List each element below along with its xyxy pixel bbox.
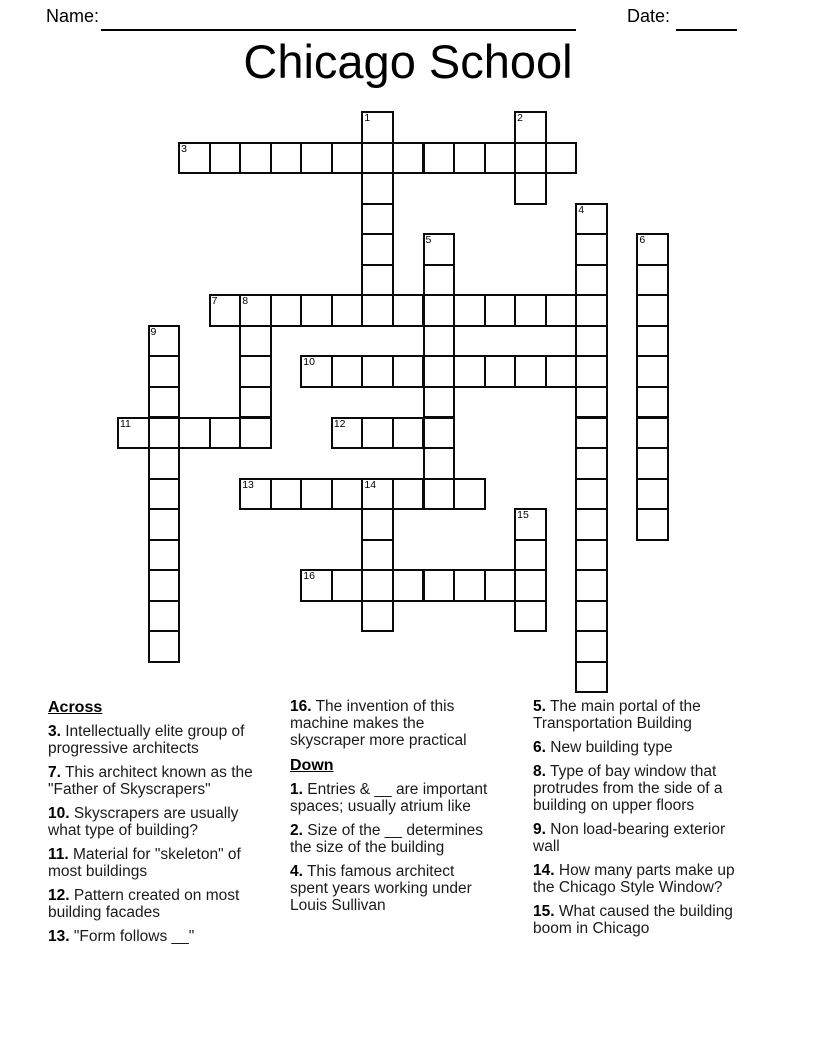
crossword-cell[interactable] [270, 142, 303, 175]
clue-text: What caused the building boom in Chicago [533, 903, 733, 937]
clue-text: The invention of this machine makes the skyscraper more practical [290, 698, 467, 749]
crossword-cell[interactable] [575, 600, 608, 633]
crossword-cell[interactable] [361, 264, 394, 297]
crossword-cell[interactable] [423, 325, 456, 358]
crossword-cell[interactable] [575, 355, 608, 388]
clue-number: 9. [533, 821, 546, 838]
clue-item [48, 887, 260, 921]
crossword-cell[interactable] [575, 417, 608, 450]
cell-number: 14 [364, 478, 377, 491]
crossword-cell[interactable] [636, 417, 669, 450]
crossword-cell[interactable] [453, 569, 486, 602]
crossword-cell[interactable] [636, 355, 669, 388]
crossword-cell[interactable] [575, 661, 608, 694]
clue-item [290, 822, 493, 856]
clue-header-down: Down [290, 757, 334, 774]
clue-number: 6. [533, 739, 546, 756]
name-label: Name: [46, 6, 100, 26]
crossword-cell[interactable] [148, 386, 181, 419]
clue-text: Skyscrapers are usually what type of building? [48, 805, 239, 839]
cell-number: 11 [120, 417, 131, 430]
crossword-cell[interactable] [148, 355, 181, 388]
clue-number: 15. [533, 903, 555, 920]
crossword-cell[interactable] [423, 355, 456, 388]
cell-number: 7 [211, 295, 218, 308]
crossword-cell[interactable] [636, 294, 669, 327]
crossword-cell[interactable] [484, 294, 517, 327]
cell-number: 4 [578, 203, 585, 216]
crossword-cell[interactable] [361, 172, 394, 205]
crossword-cell[interactable] [361, 294, 394, 327]
clue-number: 11. [48, 846, 69, 863]
crossword-cell[interactable] [361, 111, 394, 144]
crossword-cell[interactable] [636, 264, 669, 297]
crossword-cell[interactable] [453, 294, 486, 327]
cell-number: 1 [364, 112, 371, 124]
clue-text: The main portal of the Transportation Building [533, 698, 701, 732]
crossword-cell[interactable] [545, 294, 578, 327]
clue-column-right [533, 698, 747, 944]
clue-text: "Form follows __" [73, 928, 195, 945]
clue-number: 13. [48, 928, 70, 945]
crossword-cell[interactable] [331, 355, 364, 388]
crossword-cell[interactable] [514, 294, 547, 327]
clue-item [533, 739, 747, 756]
crossword-cell[interactable] [270, 294, 303, 327]
crossword-cell[interactable] [636, 325, 669, 358]
crossword-cell[interactable] [575, 630, 608, 663]
clue-number: 12. [48, 887, 70, 904]
clue-item [48, 846, 260, 880]
crossword-cell[interactable] [361, 203, 394, 236]
crossword-cell[interactable] [209, 142, 242, 175]
crossword-cell[interactable] [361, 539, 394, 572]
clue-header-across: Across [48, 699, 103, 716]
clue-item [533, 862, 747, 896]
crossword-cell[interactable] [392, 294, 425, 327]
clue-text: New building type [550, 739, 673, 756]
crossword-cell[interactable] [209, 294, 242, 327]
clue-number: 5. [533, 698, 546, 715]
cell-number: 16 [303, 570, 315, 583]
crossword-cell[interactable] [423, 447, 456, 480]
crossword-cell[interactable] [392, 478, 425, 511]
clue-text: How many parts make up the Chicago Style Window? [533, 862, 735, 896]
clue-text: Size of the __ determines the size of the building [290, 822, 484, 856]
crossword-cell[interactable] [239, 355, 272, 388]
clue-text: Material for "skeleton" of most buildings [48, 846, 241, 880]
crossword-cell[interactable] [148, 478, 181, 511]
crossword-cell[interactable] [514, 508, 547, 541]
crossword-cell[interactable] [239, 325, 272, 358]
clue-number: 14. [533, 862, 555, 879]
crossword-cell[interactable] [575, 539, 608, 572]
crossword-cell[interactable] [178, 142, 211, 175]
clue-item [533, 763, 747, 814]
crossword-cell[interactable] [239, 294, 272, 327]
crossword-cell[interactable] [423, 417, 456, 450]
crossword-cell[interactable] [148, 508, 181, 541]
crossword-cell[interactable] [423, 264, 456, 297]
crossword-cell[interactable] [514, 569, 547, 602]
crossword-cell[interactable] [514, 172, 547, 205]
crossword-cell[interactable] [300, 569, 333, 602]
crossword-cell[interactable] [484, 569, 517, 602]
clue-number: 2. [290, 822, 303, 839]
crossword-cell[interactable] [361, 233, 394, 266]
crossword-cell[interactable] [300, 142, 333, 175]
cell-number: 3 [181, 142, 187, 155]
clue-text: Type of bay window that protrudes from the side of a building on upper floors [533, 763, 723, 814]
clue-item [48, 723, 260, 757]
date-label: Date: [627, 6, 671, 26]
crossword-cell[interactable] [270, 478, 303, 511]
crossword-cell[interactable] [392, 417, 425, 450]
crossword-cell[interactable] [392, 142, 425, 175]
crossword-cell[interactable] [148, 325, 181, 358]
crossword-cell[interactable] [331, 417, 364, 450]
crossword-cell[interactable] [636, 233, 669, 266]
clue-text: Pattern created on most building facades [48, 887, 240, 921]
crossword-cell[interactable] [300, 478, 333, 511]
crossword-cell[interactable] [636, 386, 669, 419]
crossword-cell[interactable] [361, 508, 394, 541]
crossword-cell[interactable] [148, 630, 181, 663]
crossword-cell[interactable] [361, 142, 394, 175]
crossword-cell[interactable] [300, 294, 333, 327]
crossword-cell[interactable] [331, 294, 364, 327]
cell-number: 5 [425, 234, 432, 247]
crossword-cell[interactable] [239, 417, 272, 450]
clue-item [290, 698, 493, 749]
cell-number: 6 [639, 234, 646, 247]
clue-text: Intellectually elite group of progressive architects [48, 723, 245, 757]
cell-number: 10 [303, 356, 315, 369]
crossword-cell[interactable] [361, 600, 394, 633]
crossword-cell[interactable] [453, 142, 486, 175]
crossword-cell[interactable] [361, 478, 394, 511]
crossword-cell[interactable] [514, 355, 547, 388]
crossword-cell[interactable] [331, 478, 364, 511]
crossword-cell[interactable] [514, 142, 547, 175]
crossword-cell[interactable] [361, 417, 394, 450]
cell-number: 13 [242, 478, 254, 491]
clue-number: 16. [290, 698, 312, 715]
cell-number: 2 [517, 112, 523, 124]
crossword-cell[interactable] [117, 417, 150, 450]
crossword-cell[interactable] [575, 325, 608, 358]
crossword-cell[interactable] [148, 447, 181, 480]
crossword-cell[interactable] [514, 539, 547, 572]
crossword-cell[interactable] [423, 569, 456, 602]
clue-item [290, 781, 493, 815]
clue-text: Entries & __ are important spaces; usually atrium like [290, 781, 488, 815]
clue-item [48, 805, 260, 839]
crossword-cell[interactable] [575, 233, 608, 266]
crossword-cell[interactable] [575, 569, 608, 602]
clue-item [48, 928, 260, 945]
clue-number: 1. [290, 781, 303, 798]
crossword-cell[interactable] [209, 417, 242, 450]
crossword-cell[interactable] [423, 294, 456, 327]
clue-number: 7. [48, 764, 61, 781]
clue-number: 3. [48, 723, 61, 740]
crossword-cell[interactable] [423, 233, 456, 266]
crossword-cell[interactable] [300, 355, 333, 388]
clue-text: This famous architect spent years working under Louis Sullivan [290, 863, 472, 914]
crossword-cell[interactable] [148, 600, 181, 633]
crossword-cell[interactable] [423, 142, 456, 175]
clue-column-middle [290, 698, 493, 921]
crossword-cell[interactable] [331, 142, 364, 175]
crossword-cell[interactable] [148, 417, 181, 450]
crossword-cell[interactable] [636, 447, 669, 480]
cell-number: 12 [333, 417, 346, 430]
crossword-cell[interactable] [575, 508, 608, 541]
crossword-cell[interactable] [361, 355, 394, 388]
clue-number: 10. [48, 805, 70, 822]
page-title: Chicago School [243, 35, 573, 88]
clue-text: This architect known as the "Father of Skyscrapers" [48, 764, 253, 798]
clue-number: 8. [533, 763, 546, 780]
clue-column-left [48, 698, 260, 952]
crossword-cell[interactable] [331, 569, 364, 602]
crossword-cell[interactable] [575, 264, 608, 297]
cell-number: 8 [242, 295, 249, 308]
crossword-cell[interactable] [361, 569, 394, 602]
crossword-cell[interactable] [178, 417, 211, 450]
crossword-cell[interactable] [514, 600, 547, 633]
crossword-cell[interactable] [423, 386, 456, 419]
clue-item [533, 698, 747, 732]
crossword-cell[interactable] [575, 478, 608, 511]
clue-item [48, 764, 260, 798]
clue-item [290, 863, 493, 914]
clue-number: 4. [290, 863, 303, 880]
crossword-cell[interactable] [148, 569, 181, 602]
crossword-cell[interactable] [484, 355, 517, 388]
crossword-cell[interactable] [545, 142, 578, 175]
cell-number: 15 [517, 509, 529, 522]
clue-item [533, 821, 747, 855]
crossword-cell[interactable] [545, 355, 578, 388]
crossword-cell[interactable] [575, 203, 608, 236]
crossword-cell[interactable] [239, 386, 272, 419]
crossword-cell[interactable] [148, 539, 181, 572]
cell-number: 9 [150, 325, 157, 338]
crossword-cell[interactable] [636, 508, 669, 541]
crossword-cell[interactable] [575, 386, 608, 419]
crossword-cell[interactable] [392, 569, 425, 602]
crossword-cell[interactable] [239, 142, 272, 175]
crossword-cell[interactable] [392, 355, 425, 388]
crossword-cell[interactable] [636, 478, 669, 511]
crossword-cell[interactable] [453, 478, 486, 511]
crossword-cell[interactable] [575, 447, 608, 480]
clue-text: Non load-bearing exterior wall [533, 821, 726, 855]
crossword-cell[interactable] [575, 294, 608, 327]
crossword-cell[interactable] [484, 142, 517, 175]
crossword-cell[interactable] [239, 478, 272, 511]
crossword-cell[interactable] [453, 355, 486, 388]
crossword-cell[interactable] [514, 111, 547, 144]
clue-item [533, 903, 747, 937]
crossword-cell[interactable] [423, 478, 456, 511]
